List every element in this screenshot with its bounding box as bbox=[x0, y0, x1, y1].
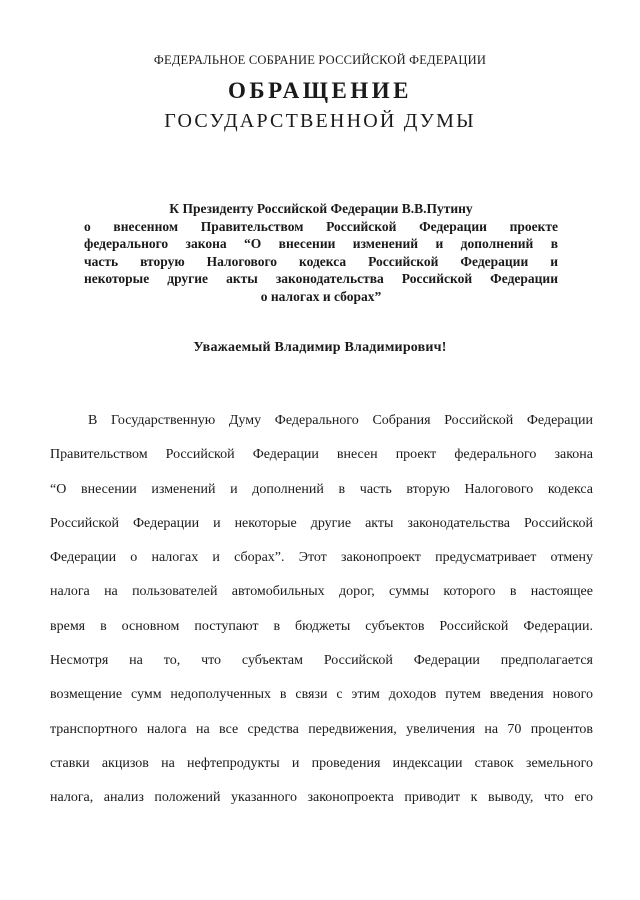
body-line: В Государственную Думу Федерального Собрания Российской Федерации bbox=[88, 413, 593, 428]
body-line: “О внесении изменений и дополнений в часть вторую Налогового кодекса bbox=[50, 481, 593, 497]
body-line: налога, анализ положений указанного законопроекта приводит к выводу, что его bbox=[50, 790, 593, 806]
address-line: К Президенту Российской Федерации В.В.Путину bbox=[169, 201, 473, 216]
address-line: некоторые другие акты законодательства Российской Федерации bbox=[84, 271, 558, 286]
body-line: ставки акцизов на нефтепродукты и проведения индексации ставок земельного bbox=[50, 755, 593, 771]
address-block bbox=[84, 200, 558, 305]
salutation: Уважаемый Владимир Владимирович! bbox=[193, 340, 447, 355]
address-line: часть вторую Налогового кодекса Российской Федерации и bbox=[84, 253, 558, 269]
address-line: о налогах и сборах” bbox=[260, 288, 382, 304]
body-line: Федерации о налогах и сборах”. Этот законопроект предусматривает отмену bbox=[50, 550, 593, 566]
address-line: о внесенном Правительством Российской Федерации проекте bbox=[84, 218, 558, 234]
document-subtitle: ГОСУДАРСТВЕННОЙ ДУМЫ bbox=[164, 110, 476, 132]
body-paragraph bbox=[50, 404, 593, 816]
address-line: федерального закона “О внесении изменений и дополнений в bbox=[84, 236, 558, 251]
body-line: транспортного налога на все средства передвижения, увеличения на 70 процентов bbox=[50, 721, 593, 737]
organization-name: ФЕДЕРАЛЬНОЕ СОБРАНИЕ РОССИЙСКОЙ ФЕДЕРАЦИИ bbox=[153, 53, 487, 67]
body-line: Правительством Российской Федерации внесен проект федерального закона bbox=[50, 447, 593, 463]
body-line: Несмотря на то, что субъектам Российской Федерации предполагается bbox=[50, 653, 593, 669]
body-line: время в основном поступают в бюджеты субъектов Российской Федерации. bbox=[50, 618, 593, 634]
body-line: возмещение сумм недополученных в связи с этим доходов путем введения нового bbox=[50, 687, 593, 703]
document-title: ОБРАЩЕНИЕ bbox=[227, 78, 413, 103]
body-line: налога на пользователей автомобильных дорог, суммы которого в настоящее bbox=[50, 584, 593, 600]
body-line: Российской Федерации и некоторые другие акты законодательства Российской bbox=[50, 515, 593, 531]
